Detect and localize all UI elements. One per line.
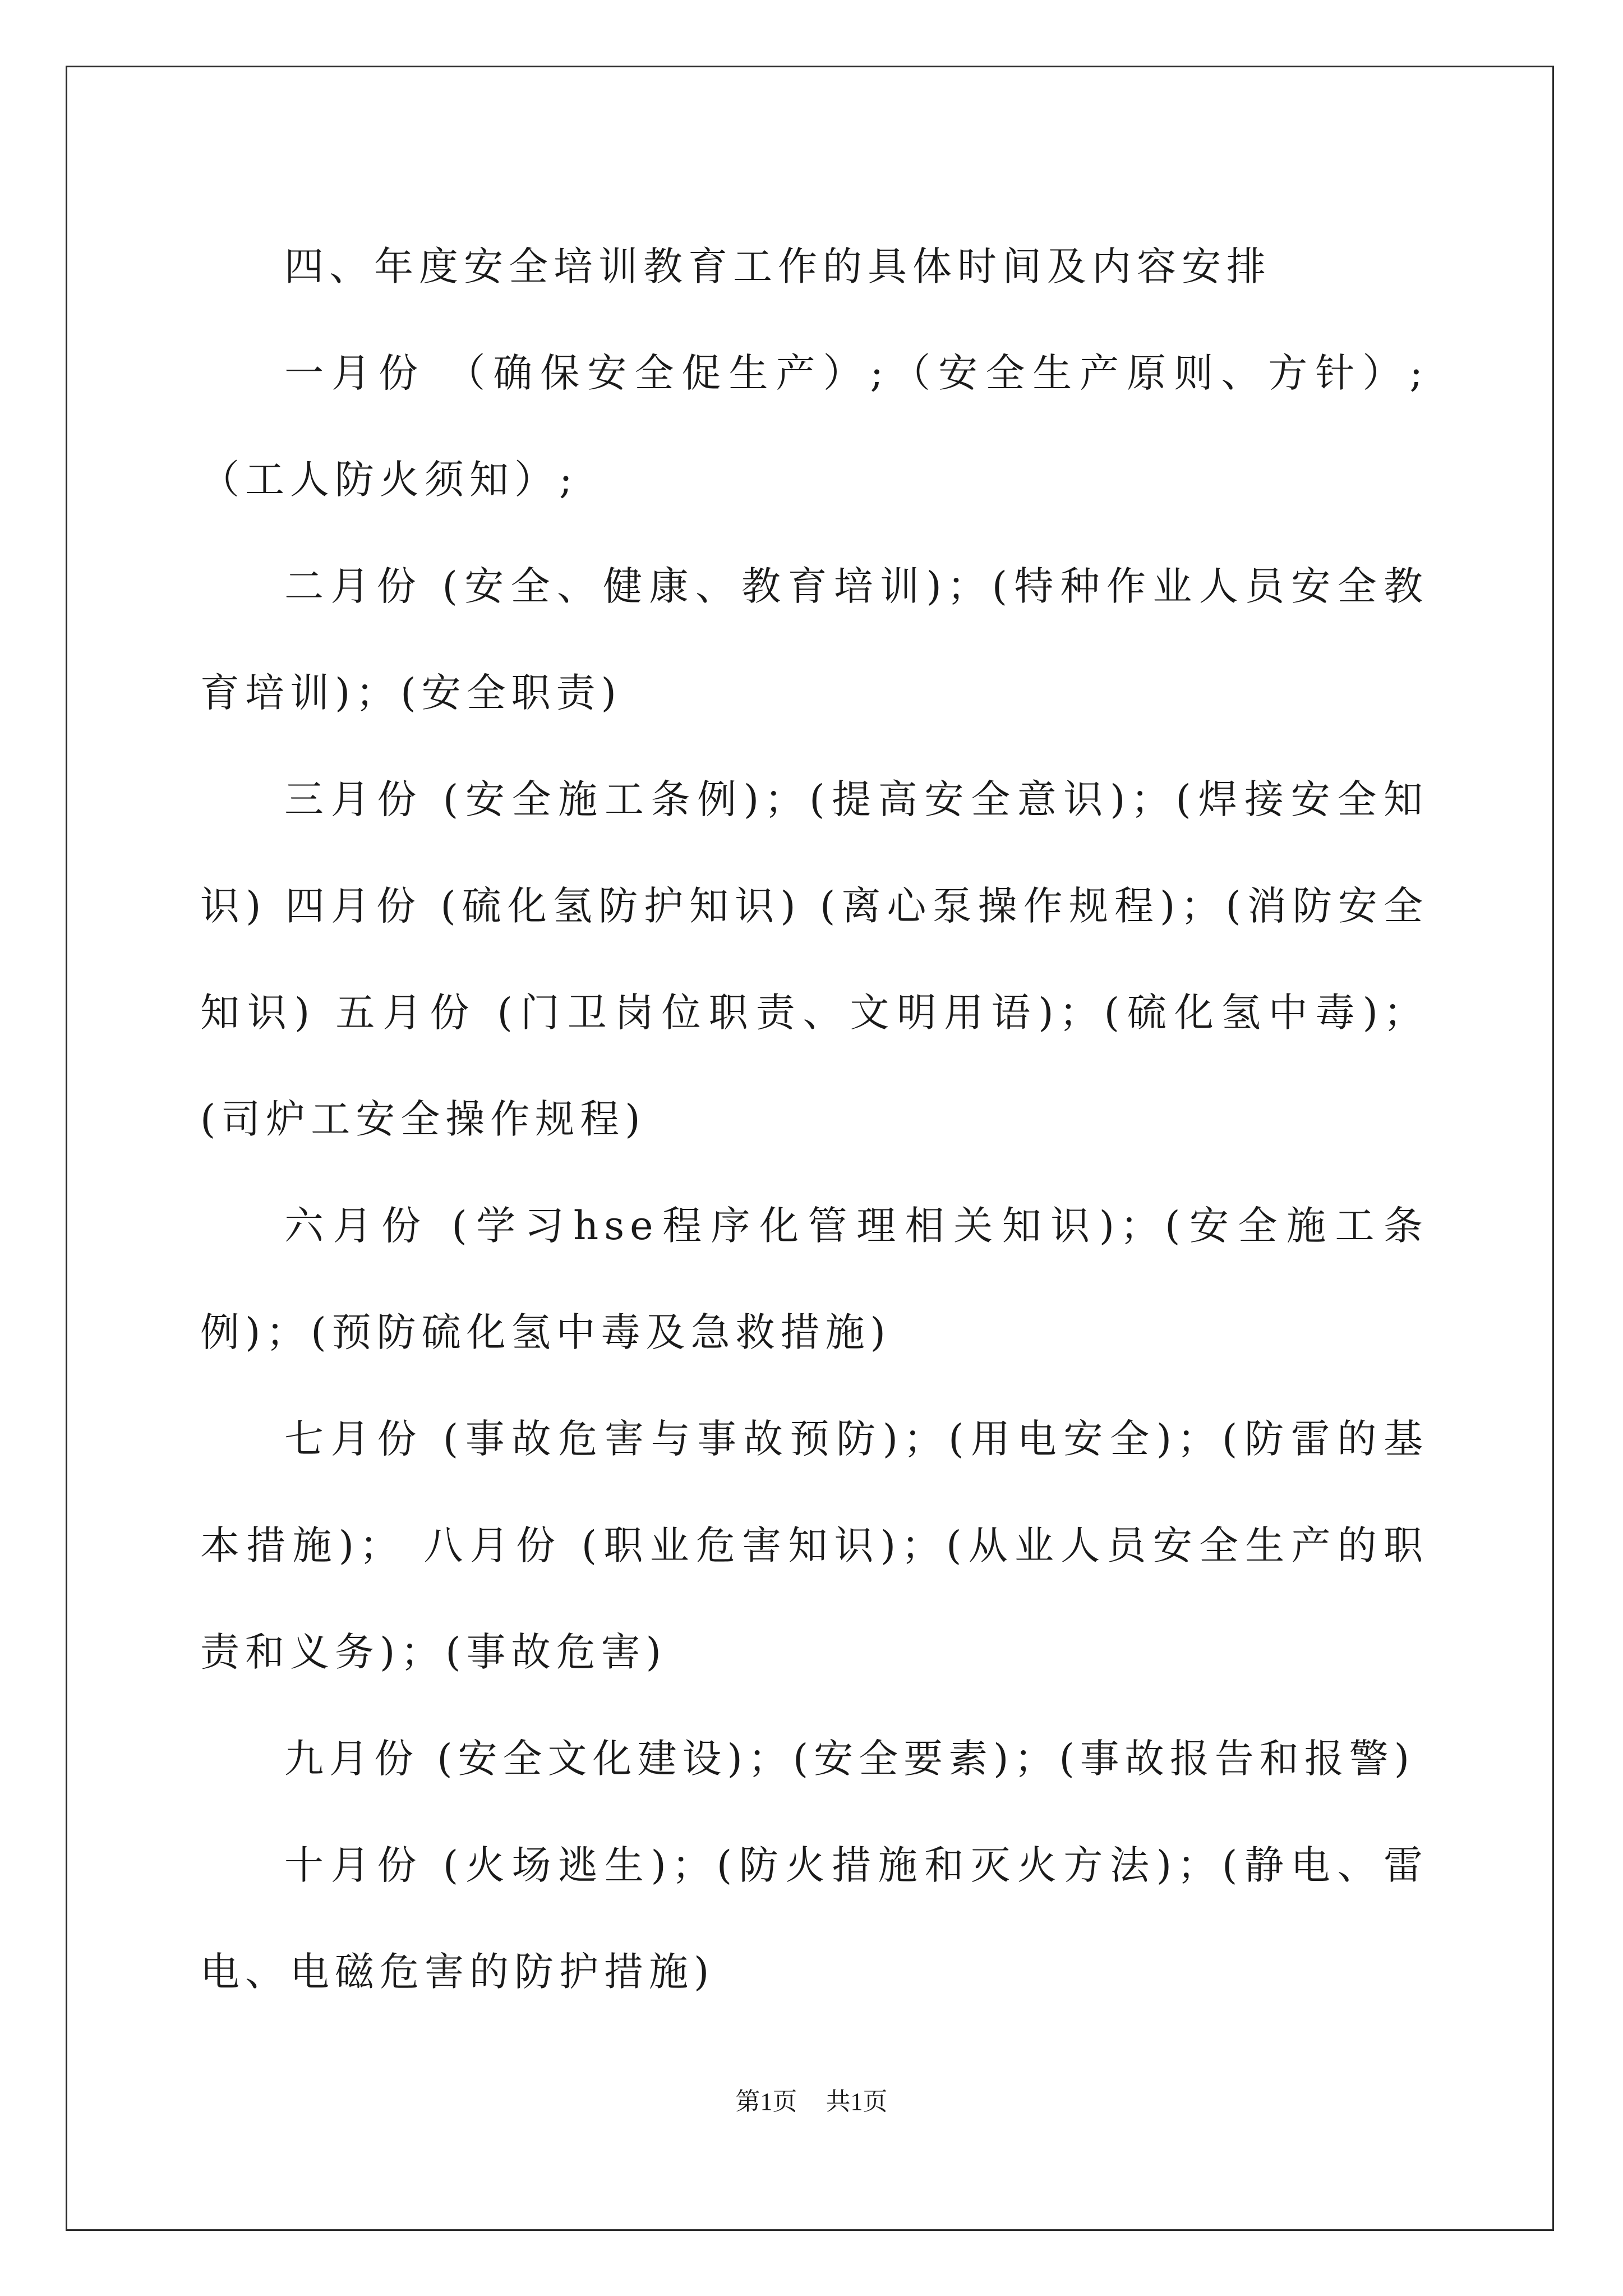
- paragraph-january: 一月份 （确保安全促生产）;（安全生产原则、方针）;（工人防火须知）;: [200, 350, 1428, 503]
- page-footer: [0, 2081, 1623, 2117]
- paragraph-september: 九月份 (安全文化建设)；(安全要素)；(事故报告和报警): [284, 1736, 1415, 1782]
- paragraph-july-august: 七月份 (事故危害与事故预防)；(用电安全)；(防雷的基本措施)； 八月份 (职业危害知识)；(从业人员安全生产的职责和义务)；(事故危害): [200, 1416, 1428, 1675]
- page-number: 第1页: [735, 2088, 797, 2115]
- paragraph-february: 二月份 (安全、健康、教育培训)；(特种作业人员安全教育培训)；(安全职责): [200, 563, 1428, 716]
- section-heading: 四、年度安全培训教育工作的具体时间及内容安排: [284, 243, 1271, 289]
- paragraph-october: 十月份 (火场逃生)；(防火措施和灭火方法)；(静电、雷电、电磁危害的防护措施): [200, 1842, 1428, 1995]
- paragraph-march-may: 三月份 (安全施工条例)；(提高安全意识)；(焊接安全知识) 四月份 (硫化氢防护知识) (离心泵操作规程)；(消防安全知识) 五月份 (门卫岗位职责、文明用语)；(硫化氢中毒)；(司炉工安全操作规程): [200, 776, 1428, 1142]
- document-body: [200, 213, 1428, 2025]
- paragraph-june: 六月份 (学习hse程序化管理相关知识)；(安全施工条例)；(预防硫化氢中毒及急救措施): [200, 1203, 1428, 1355]
- page-total: 共1页: [826, 2088, 888, 2115]
